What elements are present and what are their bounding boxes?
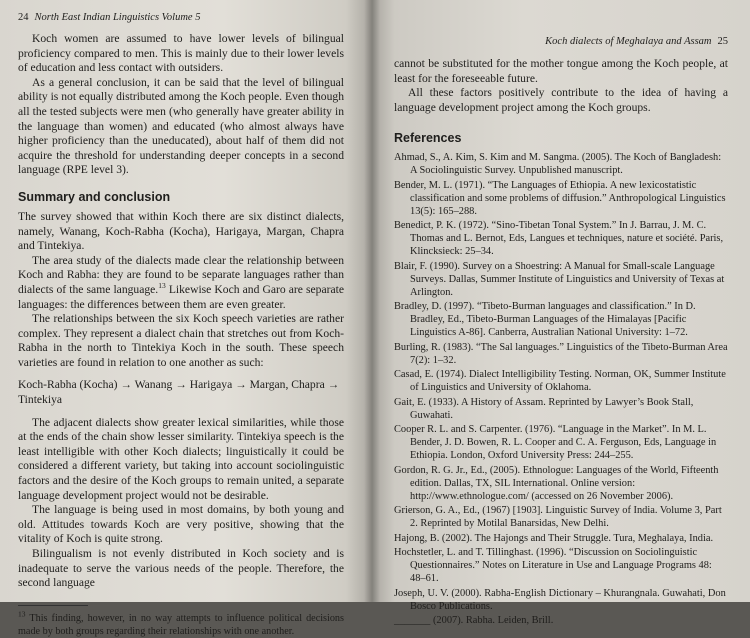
reference-entry: Gordon, R. G. Jr., Ed., (2005). Ethnologue: Languages of the World, Fifteenth edition. Dallas, TX, SIL International. Online version: http://www.ethnologue.com/ (accessed on 26 November 2006).	[394, 464, 719, 502]
reference-entry: Bradley, D. (1997). “Tibeto-Burman languages and classification.” In D. Bradley, Ed., Tibeto-Burman Languages of the Himalayas [Pacific Linguistics A-86]. Canberra, Australian National University: 1–72.	[394, 301, 696, 339]
reference-entry: Casad, E. (1974). Dialect Intelligibility Testing. Norman, OK, Summer Institute of Linguistics and University of Oklahoma.	[394, 369, 726, 394]
left-paragraph-7: The language is being used in most domains, by both young and old. Attitudes towards Koch are very positive, showing that the vitality of Koch is quite strong.	[18, 503, 344, 546]
left-page	[0, 0, 372, 637]
references-title: References	[394, 131, 462, 146]
right-page	[372, 0, 750, 627]
paragraph-4-text-b: Likewise Koch and Garo are separate languages: the differences between them are even greater.	[18, 282, 344, 311]
right-page-number: 25	[717, 36, 728, 47]
section-title: Summary and conclusion	[18, 189, 171, 204]
left-page-number: 24	[18, 12, 29, 23]
reference-entry: Gait, E. (1933). A History of Assam. Reprinted by Lawyer’s Book Stall, Guwahati.	[394, 396, 694, 421]
reference-entry: Bender, M. L. (1971). “The Languages of Ethiopia. A new lexicostatistic classification and some problems of diffusion.” Anthropological Linguistics 13(5): 165–288.	[394, 179, 726, 217]
reference-entry: _______ (2007). Rabha. Leiden, Brill.	[394, 615, 554, 627]
footnote-rule	[18, 605, 88, 606]
footnote-reference-13: 13	[158, 281, 166, 291]
dialect-chain: Koch-Rabha (Kocha) → Wanang → Harigaya → Margan, Chapra → Tintekiya	[18, 378, 340, 407]
paragraph-4-text-a: The area study of the dialects made clear the relationship between Koch and Rabha: they are found to be separate languages rather than dialects of the same language.	[18, 253, 344, 296]
left-paragraph-1: Koch women are assumed to have lower levels of bilingual proficiency compared to men. This is mainly due to their lower levels of education and less contact with outsiders.	[18, 32, 344, 75]
reference-entry: Benedict, P. K. (1972). “Sino-Tibetan Tonal System.” In J. Barrau, J. M. C. Thomas and L. Bernot, Eds, Langues et techniques, nature et société. Paris, Klincksieck: 25–34.	[394, 220, 724, 258]
right-running-head	[394, 36, 728, 47]
reference-entry: Grierson, G. A., Ed., (1967) [1903]. Linguistic Survey of India. Volume 3, Part 2. Reprinted by Motilal Banarsidas, New Delhi.	[394, 505, 722, 530]
left-paragraph-4	[18, 254, 344, 312]
reference-entry: Joseph, U. V. (2000). Rabha-English Dictionary – Khurangnala. Guwahati, Don Bosco Publications.	[394, 587, 726, 612]
right-paragraph-1: cannot be substituted for the mother tongue among the Koch people, at least for the foreseeable future.	[394, 57, 728, 85]
left-paragraph-5: The relationships between the six Koch speech varieties are rather complex. They represent a dialect chain that stretches out from Koch-Rabha in the north to Tintekiya Koch in the south. These speech varieties are found in relation to one another as such:	[18, 312, 344, 369]
footnote-number: 13	[18, 609, 26, 619]
reference-entry: Cooper R. L. and S. Carpenter. (1976). “Language in the Market”. In M. L. Bender, J. D. Bowen, R. L. Cooper and C. A. Ferguson, Eds, Language in Ethiopia. London, Oxford University Press: 244–255.	[394, 424, 717, 462]
reference-entry: Hochstetler, L. and T. Tillinghast. (1996). “Discussion on Sociolinguistic Questionnaires.” Notes on Literature in Use and Language Programs 48: 48–61.	[394, 547, 712, 585]
reference-entry: Blair, F. (1990). Survey on a Shoestring: A Manual for Small-scale Language Surveys. Dallas, Summer Institute of Linguistics and University of Texas at Arlington.	[394, 260, 725, 298]
left-running-title: North East Indian Linguistics Volume 5	[34, 12, 201, 23]
footnote-text: This finding, however, in no way attempts to influence political decisions made by both groups regarding their relationships with one another.	[18, 612, 344, 637]
left-paragraph-3: The survey showed that within Koch there are six distinct dialects, namely, Wanang, Koch-Rabha (Kocha), Harigaya, Margan, Chapra and Tintekiya.	[18, 209, 344, 253]
right-paragraph-2: All these factors positively contribute to the idea of having a language development project among the Koch groups.	[394, 86, 728, 114]
references-list	[394, 151, 728, 627]
right-running-title: Koch dialects of Meghalaya and Assam	[545, 36, 712, 47]
reference-entry: Ahmad, S., A. Kim, S. Kim and M. Sangma. (2005). The Koch of Bangladesh: A Sociolinguistic Survey. Unpublished manuscript.	[394, 152, 722, 177]
reference-entry: Hajong, B. (2002). The Hajongs and Their Struggle. Tura, Meghalaya, India.	[394, 532, 714, 544]
left-running-head	[18, 12, 344, 23]
left-paragraph-2: As a general conclusion, it can be said that the level of bilingual ability is not equally distributed among the Koch people. Even though all the tested subjects were men (who generally have greater ability in the language than women) and educated (who almost always have higher proficiency than the uneducated), about half of them did not acquire the threshold for understanding deeper concepts in a second language (RPE level 3).	[18, 75, 344, 177]
book-gutter	[364, 0, 380, 602]
left-paragraph-6: The adjacent dialects show greater lexical similarities, while those at the ends of the chain show lesser similarity. Tintekiya speech is the least intelligible with other Koch dialects; linguistically it could be considered a different variety, but taking into account sociolinguistic factors and the desire of the Koch groups to remain united, a separate language development project would not be desirable.	[18, 415, 344, 502]
reference-entry: Burling, R. (1983). “The Sal languages.” Linguistics of the Tibeto-Burman Area 7(2): 1–32.	[394, 341, 728, 366]
left-paragraph-8: Bilingualism is not evenly distributed in Koch society and is inadequate to serve the various needs of the people. Therefore, the second language	[18, 547, 344, 590]
footnote-13	[18, 609, 344, 638]
